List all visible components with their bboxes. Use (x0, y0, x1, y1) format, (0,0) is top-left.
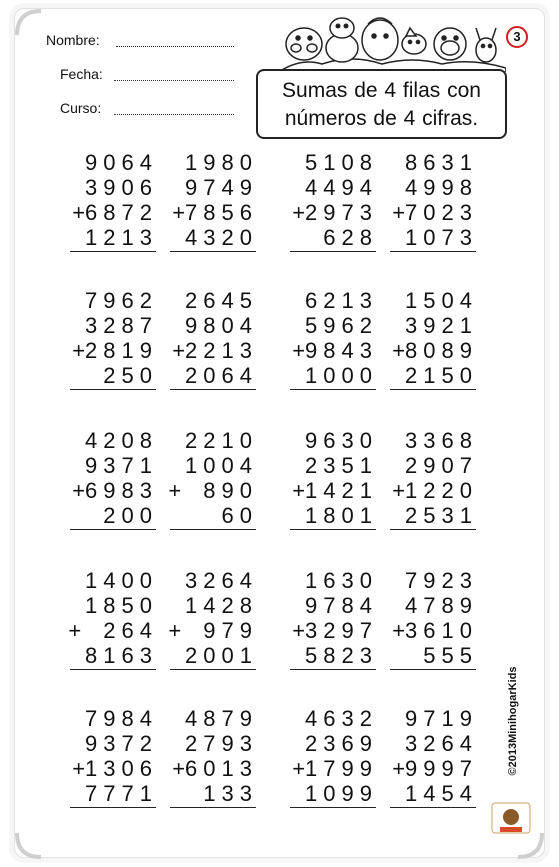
addend-number: 1504 (405, 288, 478, 313)
addend-number: 1400 (85, 568, 158, 593)
addend-number: 4879 (185, 706, 258, 731)
addend-row (162, 643, 258, 668)
addend-row (162, 731, 258, 756)
addend-row (162, 313, 258, 338)
addend-number: 3297 (305, 618, 378, 643)
addend-number: 3921 (405, 313, 478, 338)
addend-number: 4789 (405, 593, 478, 618)
plus-sign: + (168, 618, 182, 643)
plus-sign: + (292, 200, 306, 225)
plus-sign: + (172, 338, 186, 363)
addend-number: 2531 (405, 503, 478, 528)
addition-problem (62, 568, 158, 694)
addend-row (382, 503, 478, 528)
plus-sign: + (68, 618, 82, 643)
answer-space[interactable] (382, 808, 478, 832)
addend-row (282, 731, 378, 756)
addend-number: 2973 (305, 200, 378, 225)
addend-number: 3287 (85, 313, 158, 338)
addend-row-with-plus (282, 338, 378, 363)
addend-row-with-plus (282, 478, 378, 503)
addend-row (162, 453, 258, 478)
addend-row (282, 568, 378, 593)
addend-number: 264 (103, 618, 158, 643)
addend-number: 2907 (405, 453, 478, 478)
addend-number: 7923 (405, 568, 478, 593)
addition-problem (282, 428, 378, 554)
addend-row-with-plus (282, 618, 378, 643)
addend-number: 9372 (85, 731, 158, 756)
addend-row (62, 363, 158, 388)
answer-space[interactable] (162, 530, 258, 554)
answer-space[interactable] (282, 390, 378, 414)
addend-row (62, 150, 158, 175)
addend-row (282, 428, 378, 453)
addend-row-with-plus (382, 756, 478, 781)
addition-problem (382, 150, 478, 276)
addend-number: 1630 (305, 568, 378, 593)
addend-number: 2064 (185, 363, 258, 388)
addend-number: 2645 (185, 288, 258, 313)
plus-sign: + (392, 478, 406, 503)
addend-row (162, 503, 258, 528)
addend-number: 4632 (305, 706, 378, 731)
plus-sign: + (392, 338, 406, 363)
addend-row-with-plus (282, 756, 378, 781)
plus-sign: + (292, 618, 306, 643)
plus-sign: + (72, 200, 86, 225)
addend-number: 5823 (305, 643, 378, 668)
addend-number: 9804 (185, 313, 258, 338)
addend-number: 9843 (305, 338, 378, 363)
addend-row (62, 503, 158, 528)
addend-row (162, 150, 258, 175)
addend-row (282, 781, 378, 806)
addition-problem (382, 706, 478, 832)
addend-number: 1213 (85, 225, 158, 250)
addend-number: 1073 (405, 225, 478, 250)
addend-row (382, 781, 478, 806)
addend-number: 2369 (305, 731, 378, 756)
plus-sign: + (172, 200, 186, 225)
addend-row-with-plus (382, 200, 478, 225)
addend-number: 7856 (185, 200, 258, 225)
addend-row-with-plus (162, 756, 258, 781)
addition-problem (162, 706, 258, 832)
addend-row (282, 225, 378, 250)
name-label: Nombre: (46, 32, 100, 48)
addition-problem (162, 288, 258, 414)
addend-number: 555 (423, 643, 478, 668)
addition-problem (162, 568, 258, 694)
plus-sign: + (72, 756, 86, 781)
addend-row (382, 731, 478, 756)
answer-space[interactable] (282, 808, 378, 832)
addition-problem (162, 150, 258, 276)
addend-number: 2351 (305, 453, 378, 478)
addition-problem (282, 150, 378, 276)
plus-sign: + (392, 200, 406, 225)
answer-space[interactable] (62, 390, 158, 414)
addend-number: 1004 (185, 453, 258, 478)
addend-row-with-plus (162, 200, 258, 225)
addend-row (162, 428, 258, 453)
addend-number: 4208 (85, 428, 158, 453)
addend-number: 2793 (185, 731, 258, 756)
answer-space[interactable] (62, 530, 158, 554)
answer-space[interactable] (162, 390, 258, 414)
addend-row (62, 288, 158, 313)
addend-number: 2150 (405, 363, 478, 388)
addend-row (382, 643, 478, 668)
addend-number: 628 (323, 225, 378, 250)
addend-row (162, 363, 258, 388)
addend-row (382, 428, 478, 453)
addend-row (282, 288, 378, 313)
addend-row (62, 225, 158, 250)
addend-number: 1421 (305, 478, 378, 503)
addend-number: 1850 (85, 593, 158, 618)
addend-row (62, 453, 158, 478)
addition-problem (382, 428, 478, 554)
addend-number: 3264 (405, 731, 478, 756)
title-line-2: números de 4 cifras. (284, 107, 479, 130)
addend-row (282, 313, 378, 338)
addend-number: 9749 (185, 175, 258, 200)
addend-row-with-plus (162, 338, 258, 363)
plus-sign: + (292, 478, 306, 503)
addend-number: 1099 (305, 781, 378, 806)
addend-number: 6872 (85, 200, 158, 225)
addend-row (162, 593, 258, 618)
addend-row (282, 453, 378, 478)
addition-problem (62, 428, 158, 554)
addend-number: 9064 (85, 150, 158, 175)
addend-row (162, 288, 258, 313)
plus-sign: + (72, 338, 86, 363)
plus-sign: + (168, 478, 182, 503)
answer-space[interactable] (282, 252, 378, 276)
addend-number: 4998 (405, 175, 478, 200)
answer-space[interactable] (162, 670, 258, 694)
addend-number: 7023 (405, 200, 478, 225)
addend-row (62, 313, 158, 338)
addend-row (382, 363, 478, 388)
addend-number: 1799 (305, 756, 378, 781)
addition-problem (162, 428, 258, 554)
addend-row (382, 313, 478, 338)
addend-number: 5108 (305, 150, 378, 175)
answer-space[interactable] (62, 252, 158, 276)
addend-row-with-plus (62, 338, 158, 363)
addition-problem (62, 150, 158, 276)
addend-number: 7771 (85, 781, 158, 806)
addend-row (382, 150, 478, 175)
addend-number: 3906 (85, 175, 158, 200)
addend-row (282, 706, 378, 731)
addition-problem (382, 568, 478, 694)
addend-row-with-plus (282, 200, 378, 225)
addend-row-with-plus (62, 618, 158, 643)
plus-sign: + (292, 756, 306, 781)
answer-space[interactable] (282, 530, 378, 554)
answer-space[interactable] (162, 808, 258, 832)
answer-space[interactable] (382, 252, 478, 276)
plus-sign: + (392, 618, 406, 643)
addend-number: 4320 (185, 225, 258, 250)
addend-row (62, 568, 158, 593)
addend-number: 6013 (185, 756, 258, 781)
addition-problem (382, 288, 478, 414)
course-label: Curso: (60, 100, 102, 116)
addend-row (382, 593, 478, 618)
addend-number: 1454 (405, 781, 478, 806)
addend-row-with-plus (162, 478, 258, 503)
addend-number: 133 (203, 781, 258, 806)
addend-row (282, 643, 378, 668)
addend-number: 3264 (185, 568, 258, 593)
addition-problem (62, 288, 158, 414)
addition-problem (282, 568, 378, 694)
addend-row (62, 428, 158, 453)
addend-number: 9371 (85, 453, 158, 478)
copyright-text: ©2013MinihogarKids (507, 666, 519, 776)
addend-number: 9784 (305, 593, 378, 618)
addend-row (62, 643, 158, 668)
addend-row (282, 363, 378, 388)
addend-row-with-plus (62, 478, 158, 503)
addend-number: 200 (103, 503, 158, 528)
addend-number: 4494 (305, 175, 378, 200)
plus-sign: + (392, 756, 406, 781)
addend-number: 9630 (305, 428, 378, 453)
addend-row-with-plus (382, 338, 478, 363)
addend-number: 979 (203, 618, 258, 643)
plus-sign: + (292, 338, 306, 363)
answer-space[interactable] (162, 252, 258, 276)
addend-number: 1000 (305, 363, 378, 388)
addend-number: 8163 (85, 643, 158, 668)
addend-number: 8089 (405, 338, 478, 363)
answer-space[interactable] (62, 808, 158, 832)
addend-row (382, 706, 478, 731)
addend-row (382, 568, 478, 593)
addend-number: 1980 (185, 150, 258, 175)
answer-space[interactable] (62, 670, 158, 694)
addend-number: 1428 (185, 593, 258, 618)
page-number-badge: 3 (506, 26, 528, 48)
addend-row (162, 781, 258, 806)
addend-row (62, 731, 158, 756)
addend-number: 7962 (85, 288, 158, 313)
addend-row-with-plus (382, 478, 478, 503)
plus-sign: + (172, 756, 186, 781)
copyright-notice (503, 662, 523, 780)
addend-number: 9997 (405, 756, 478, 781)
addend-row (62, 175, 158, 200)
title-line-1: Sumas de 4 filas con (282, 79, 481, 102)
addend-row (282, 503, 378, 528)
addend-row-with-plus (62, 200, 158, 225)
addend-row (282, 175, 378, 200)
addend-number: 890 (203, 478, 258, 503)
date-label: Fecha: (60, 66, 103, 82)
addend-number: 6213 (305, 288, 378, 313)
addend-number: 6983 (85, 478, 158, 503)
minihogar-logo-icon (488, 795, 534, 841)
addend-row (62, 781, 158, 806)
addend-number: 7984 (85, 706, 158, 731)
addend-number: 2001 (185, 643, 258, 668)
addend-row (382, 225, 478, 250)
addend-number: 2210 (185, 428, 258, 453)
addend-row (282, 593, 378, 618)
addend-row (382, 453, 478, 478)
addition-problem (62, 706, 158, 832)
addend-number: 1306 (85, 756, 158, 781)
addend-row (62, 706, 158, 731)
addend-number: 3610 (405, 618, 478, 643)
addend-number: 2213 (185, 338, 258, 363)
addend-number: 9719 (405, 706, 478, 731)
addend-row-with-plus (382, 618, 478, 643)
addend-row (162, 706, 258, 731)
addend-number: 3368 (405, 428, 478, 453)
addend-number: 5962 (305, 313, 378, 338)
answer-space[interactable] (282, 670, 378, 694)
addend-row (382, 175, 478, 200)
answer-space[interactable] (382, 670, 478, 694)
addition-problem (282, 288, 378, 414)
addend-row (162, 175, 258, 200)
addend-number: 8631 (405, 150, 478, 175)
addend-row-with-plus (62, 756, 158, 781)
addend-number: 250 (103, 363, 158, 388)
addend-number: 60 (221, 503, 258, 528)
addition-problem (282, 706, 378, 832)
addend-row (62, 593, 158, 618)
addend-number: 2819 (85, 338, 158, 363)
addend-row (382, 288, 478, 313)
addend-row (162, 568, 258, 593)
answer-space[interactable] (382, 530, 478, 554)
addend-number: 1801 (305, 503, 378, 528)
addend-number: 1220 (405, 478, 478, 503)
plus-sign: + (72, 478, 86, 503)
addend-row (282, 150, 378, 175)
addend-row-with-plus (162, 618, 258, 643)
addend-row (162, 225, 258, 250)
answer-space[interactable] (382, 390, 478, 414)
